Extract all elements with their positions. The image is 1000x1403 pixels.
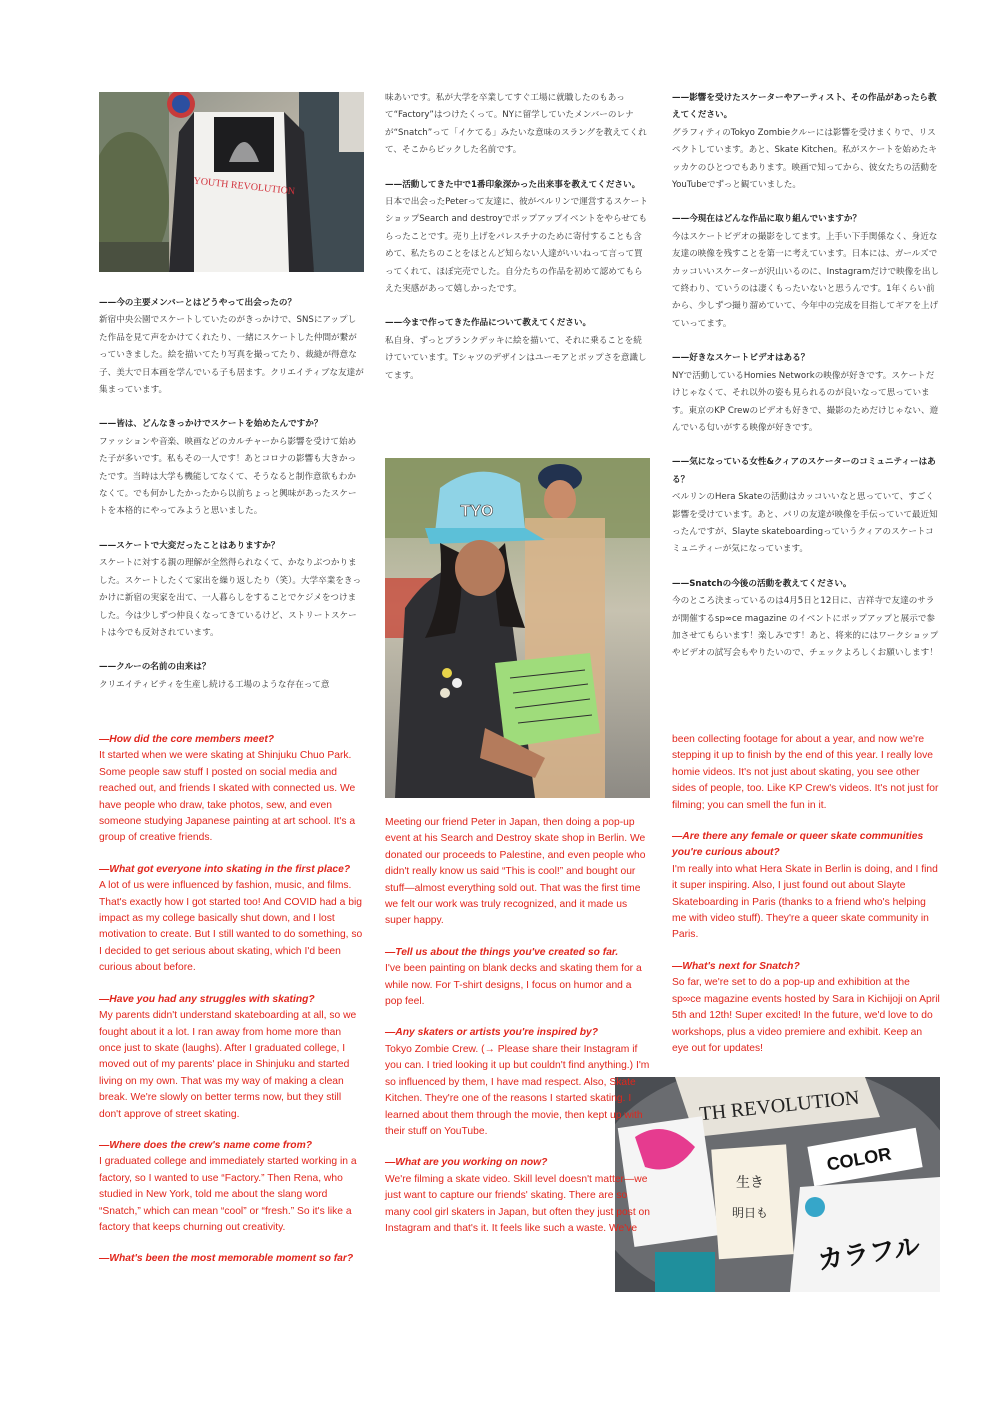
jp-qa-block [99, 659, 364, 694]
jp-qa-block [385, 90, 650, 160]
en-answer-continued: Meeting our friend Peter in Japan, then doing a pop-up event at his Search and Destroy skate shop in Berlin. We donated our proceeds to Palestine, and even people who didn't really know us said “This is cool!” and bought our stuff—almost everything sold out. That was the first time we felt our work was truly recognized, and it made us super happy. [385, 817, 646, 927]
jp-question: ——クルーの名前の由来は？ [99, 662, 211, 673]
en-question: —Where does the crew's name come from? [99, 1139, 313, 1151]
jp-column-2 [385, 90, 650, 402]
jp-answer: スケートに対する親の理解が全然得られなくて、かなりぶつかりました。スケートしたくて家出を繰り返したり（笑）。大学卒業をきっかけに新宿の実家を出て、一人暮らしをすることでケジメをつけました。今は少しずつ仲良くなってきているけど、ストリートスケートは今でも反対されています。 [99, 558, 362, 638]
jp-answer: 新宿中央公園でスケートしていたのがきっかけで、SNSにアップした作品を見て声をかけてくれたり、一緒にスケートした仲間が繋がっていきました。絵を描いてたり写真を撮ってたり、裁縫が得意な子、美大で日本画を学んでいる子も居ます。クリエイティブな友達が集まっています。 [99, 315, 364, 396]
jp-question: ——今まで作ってきた作品について教えてください。 [385, 318, 592, 329]
jp-qa-block [385, 177, 650, 299]
sticker-text-2: 明日も [731, 1206, 769, 1220]
en-answer-continued: been collecting footage for about a year, and now we're stepping it up to finish by the end of this year. I really love homie videos. It's not just about skating, you see other sides of people, too. Like KP Crew's videos. It's not just for filming; you can smell the fun in it. [672, 734, 939, 811]
jp-qa-block [672, 211, 940, 333]
en-question: —Are there any female or queer skate communities you're curious about? [672, 831, 924, 859]
jp-question: ——スケートで大変だったことはありますか？ [99, 540, 280, 551]
en-qa-block [385, 1155, 650, 1237]
en-answer: A lot of us were influenced by fashion, music, and films. That's exactly how I got started too! And COVID had a big impact as my college basically shut down, and I lost motivation to create. But I still wanted to do something, so I decided to get serious about skating, which I'd been curious about before. [99, 880, 363, 974]
tshirt-print: YOUTH REVOLUTION [192, 175, 296, 198]
jp-column-1 [99, 295, 364, 711]
sticker-text-3: COLOR [825, 1143, 893, 1175]
en-qa-block [99, 1138, 364, 1236]
en-question: —What's next for Snatch? [672, 960, 800, 972]
jp-qa-block [385, 315, 650, 385]
jp-qa-block [672, 576, 940, 663]
jp-question: ——Snatchの今後の活動を教えてください。 [672, 578, 852, 589]
sticker-text-0: TH REVOLUTION [698, 1086, 861, 1126]
jp-question: ——影響を受けたスケーターやアーティスト、その作品があったら教えてください。 [672, 93, 937, 121]
en-qa-block [99, 862, 364, 977]
en-qa-block [99, 732, 364, 847]
en-answer: I've been painting on blank decks and skating them for a while now. For T-shirt designs, I focus on humor and a pop feel. [385, 963, 642, 1008]
jp-answer: NYで活動しているHomies Networkの映像が好きです。スケートだけじゃなくて、それ以外の姿も見られるのが良いなって思っています。東京のKP Crewのビデオも好きで、撮影のためだけじゃない、遊んでいる匂いがする映像が好きです。 [672, 370, 939, 433]
jp-qa-block [99, 538, 364, 642]
jp-qa-block [672, 454, 940, 558]
jp-qa-block [99, 416, 364, 520]
en-question: —Have you had any struggles with skating? [99, 993, 315, 1005]
en-qa-block [672, 959, 940, 1057]
jp-qa-block [672, 90, 940, 194]
en-qa-block [99, 992, 364, 1123]
photo-stickers [615, 1077, 940, 1292]
en-answer: I'm really into what Hera Skate in Berlin is doing, and I find it super inspiring. Also, I just found out about Slayte Skateboarding in Paris (thanks to a friend who's helping me with video stuff). They're a queer skate community in Paris. [672, 863, 938, 941]
en-qa-block [385, 815, 650, 930]
jp-answer: 今のところ決まっているのは4月5日と12日に、吉祥寺で友達のサラが開催するsp∞ce magazine のイベントにポップアップと展示で参加させてもらいます！楽しみです！あと、将来的にはワークショップやビデオの試写会もやりたいので、チェックよろしくお願いします！ [672, 596, 939, 659]
en-column-2 [385, 815, 650, 1252]
en-column-3 [672, 732, 940, 1072]
jp-question: ——皆は、どんなきっかけでスケートを始めたんですか？ [99, 419, 323, 430]
en-qa-block [99, 1251, 364, 1267]
en-question: —How did the core members meet? [99, 734, 275, 745]
en-answer: Tokyo Zombie Crew. (→ Please share their Instagram if you can. I tried looking it up but couldn't find anything.) I'm so influenced by them, I have mad respect. Also, Skate Kitchen. They're one of the reasons I started skating. I learned about them through the movie, then kept up with their stuff on YouTube. [385, 1043, 650, 1137]
jp-answer: ベルリンのHera Skateの活動はカッコいいなと思っていて、すごく影響を受けています。あと、パリの友達が映像を手伝っていて最近知ったんですが、Slayte skateboardingっていうクィアのスケートコミュニティーが気になっています。 [672, 492, 938, 555]
photo-tshirt [99, 92, 364, 272]
jp-answer: 私自身、ずっとブランクデッキに絵を描いて、それに乗ることを続けていています。Tシャツのデザインはユーモアとポップさを意識してます。 [385, 335, 647, 381]
en-column-1 [99, 732, 364, 1283]
sticker-text-4: 生き [736, 1175, 764, 1191]
en-qa-block [385, 1025, 650, 1140]
en-qa-block [672, 732, 940, 814]
en-question: —What's been the most memorable moment so far? [99, 1253, 354, 1265]
jp-column-3 [672, 90, 940, 680]
en-answer: I graduated college and immediately started working in a factory, so I wanted to use “Factory.” Then Rena, who studied in New York, told me about the slang word “Snatch,” which can mean “cool” or “fresh.” So it's like a factory that keeps churning out creativity. [99, 1156, 357, 1233]
en-answer: So far, we're set to do a pop-up and exhibition at the sp∞ce magazine events hosted by Sara in Kichijoji on April 5th and 12th! Super excited! In the future, we'd love to do workshops, plus a video premiere and exhibit. Keep an eye out for updates! [672, 977, 940, 1054]
en-question: —What got everyone into skating in the first place? [99, 863, 351, 875]
jp-question: ——好きなスケートビデオはある？ [672, 353, 810, 364]
jp-question: ——今現在はどんな作品に取り組んでいますか？ [672, 214, 862, 225]
jp-answer: 日本で出会ったPeterって友達に、彼がベルリンで運営するスケートショップSearch and destroyでポップアップイベントをやらせてもらったことです。売り上げをパレスチナのために寄付することも含めて、私たちのことをほとんど知らない人達がいいねって言って買ってくれて、ほぼ完売でした。自分たちの作品を初めて認めてもらえた実感があって嬉しかったです。 [385, 197, 648, 295]
jp-answer: クリエイティビティを生産し続ける工場のような存在って意 [99, 679, 330, 690]
jp-answer: グラフィティのTokyo Zombieクルーには影響を受けまくりで、リスペクトしています。あと、Skate Kitchen。私がスケートを始めたキッカケのひとつでもあります。映画で知ってから、彼女たちの活動をYouTubeでずっと観ていました。 [672, 127, 938, 191]
en-answer: My parents didn't understand skateboarding at all, so we fought about it a lot. I ran away from home more than once just to skate (laughs). After I graduated college, I moved out of my parents' place in Shinjuku and started living on my own. That was my way of making a clean break. We're slowly on better terms now, but they still don't approve of street skating. [99, 1010, 357, 1120]
en-question: —Tell us about the things you've created so far. [385, 946, 619, 958]
en-answer: It started when we were skating at Shinjuku Chuo Park. Some people saw stuff I posted on social media and reached out, and friends I skated with connected us. We have people who draw, take photos, sew, and even someone studying Japanese painting at art school. It's a group of creative friends. [99, 750, 356, 844]
en-question: —Any skaters or artists you're inspired by? [385, 1027, 599, 1039]
jp-question: ——活動してきた中で1番印象深かった出来事を教えてください。 [385, 179, 641, 190]
jp-question: ——今の主要メンバーとはどうやって出会ったの？ [99, 298, 297, 308]
en-qa-block [672, 829, 940, 944]
sticker-text-1: カラフル [815, 1232, 922, 1277]
photo-girl-reading [385, 458, 650, 798]
jp-qa-block [672, 350, 940, 437]
en-answer: We're filming a skate video. Skill level doesn't matter—we just want to capture our friends' skating. There are so many cool girl skaters in Japan, but often they just post on Instagram and that's it. It feels like such a waste. We've [385, 1173, 651, 1234]
en-question: —What are you working on now? [385, 1157, 548, 1169]
cap-print: TYO [460, 503, 494, 520]
jp-qa-block [99, 295, 364, 399]
jp-answer: 今はスケートビデオの撮影をしてます。上手い下手関係なく、身近な友達の映像を残すことを第一に考えています。日本には、ガールズでカッコいいスケーターが沢山いるのに、Instagramだけで映像を出して終わり、ていうのは凄くもったいないと思うんです。1年くらい前から、少しずつ撮り溜めていて、今年中の完成を目指してギアを上げていってます。 [672, 231, 940, 329]
jp-answer: ファッションや音楽、映画などのカルチャーから影響を受けて始めた子が多いです。私もその一人です！あとコロナの影響も大きかったです。当時は大学も機能してなくて、そうなると制作意欲もわかなくて。でも何かしたかったから以前ちょっと興味があったスケートを本格的にやってみようと思いました。 [99, 436, 357, 517]
jp-answer-continued: 味あいです。私が大学を卒業してすぐ工場に就職したのもあって“Factory”はつけたくって。NYに留学していたメンバーのレナが“Snatch”って「イケてる」みたいな意味のスラングを教えてくれて、そこからピックした名前です。 [385, 93, 647, 156]
jp-question: ——気になっている女性&クィアのスケーターのコミュニティーはある？ [672, 457, 936, 485]
en-qa-block [385, 945, 650, 1011]
